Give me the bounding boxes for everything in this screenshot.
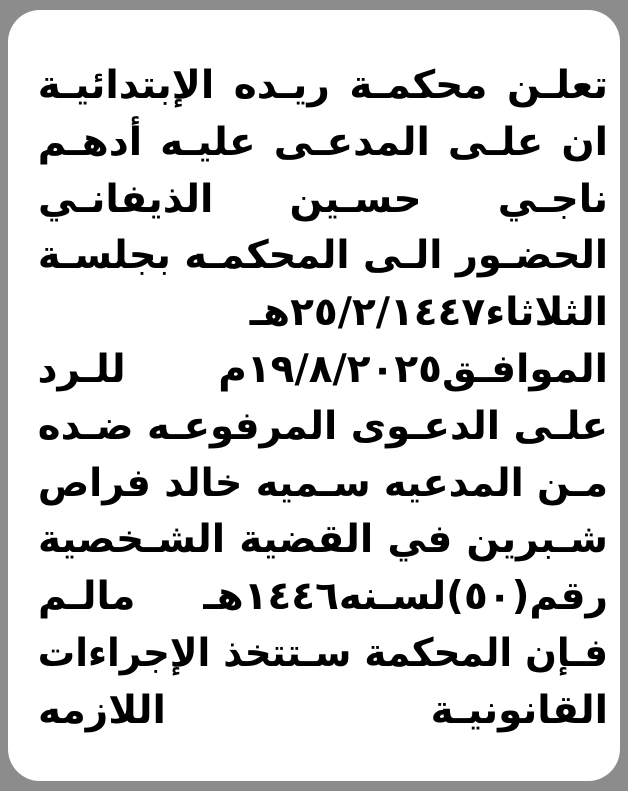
notice-line: رقم(٥٠)لسـنه١٤٤٦هـ مالـم <box>38 574 608 620</box>
notice-frame <box>8 10 620 781</box>
notice-line: شـبرين في القضية الشـخصية <box>38 517 608 563</box>
notice-line: علـى الدعـوى المرفوعـه ضـده <box>37 403 608 449</box>
notice-line: تعلـن محكمـة ريـده الإبتدائيـة <box>37 63 608 108</box>
notice-line: الحضـور الـى المحكمـه بجلسـة <box>37 233 608 279</box>
notice-line: ان علـى المدعـى عليـه أدهـم <box>37 119 608 165</box>
notice-text <box>38 58 608 740</box>
notice-line: ناجـي حسـين الذيفانـي <box>38 176 608 222</box>
notice-line: الثلاثاء٢٥/٢/١٤٤٧هـ <box>249 290 608 336</box>
notice-line: الموافـق١٩/٨/٢٠٢٥م للـرد <box>37 346 608 392</box>
notice-line: مـن المدعيه سـميه خالد فراص <box>37 460 608 506</box>
notice-line: فـإن المحكمة سـتتخذ الإجراءات <box>37 630 608 676</box>
notice-line: القانونيـة اللازمه <box>38 687 608 733</box>
